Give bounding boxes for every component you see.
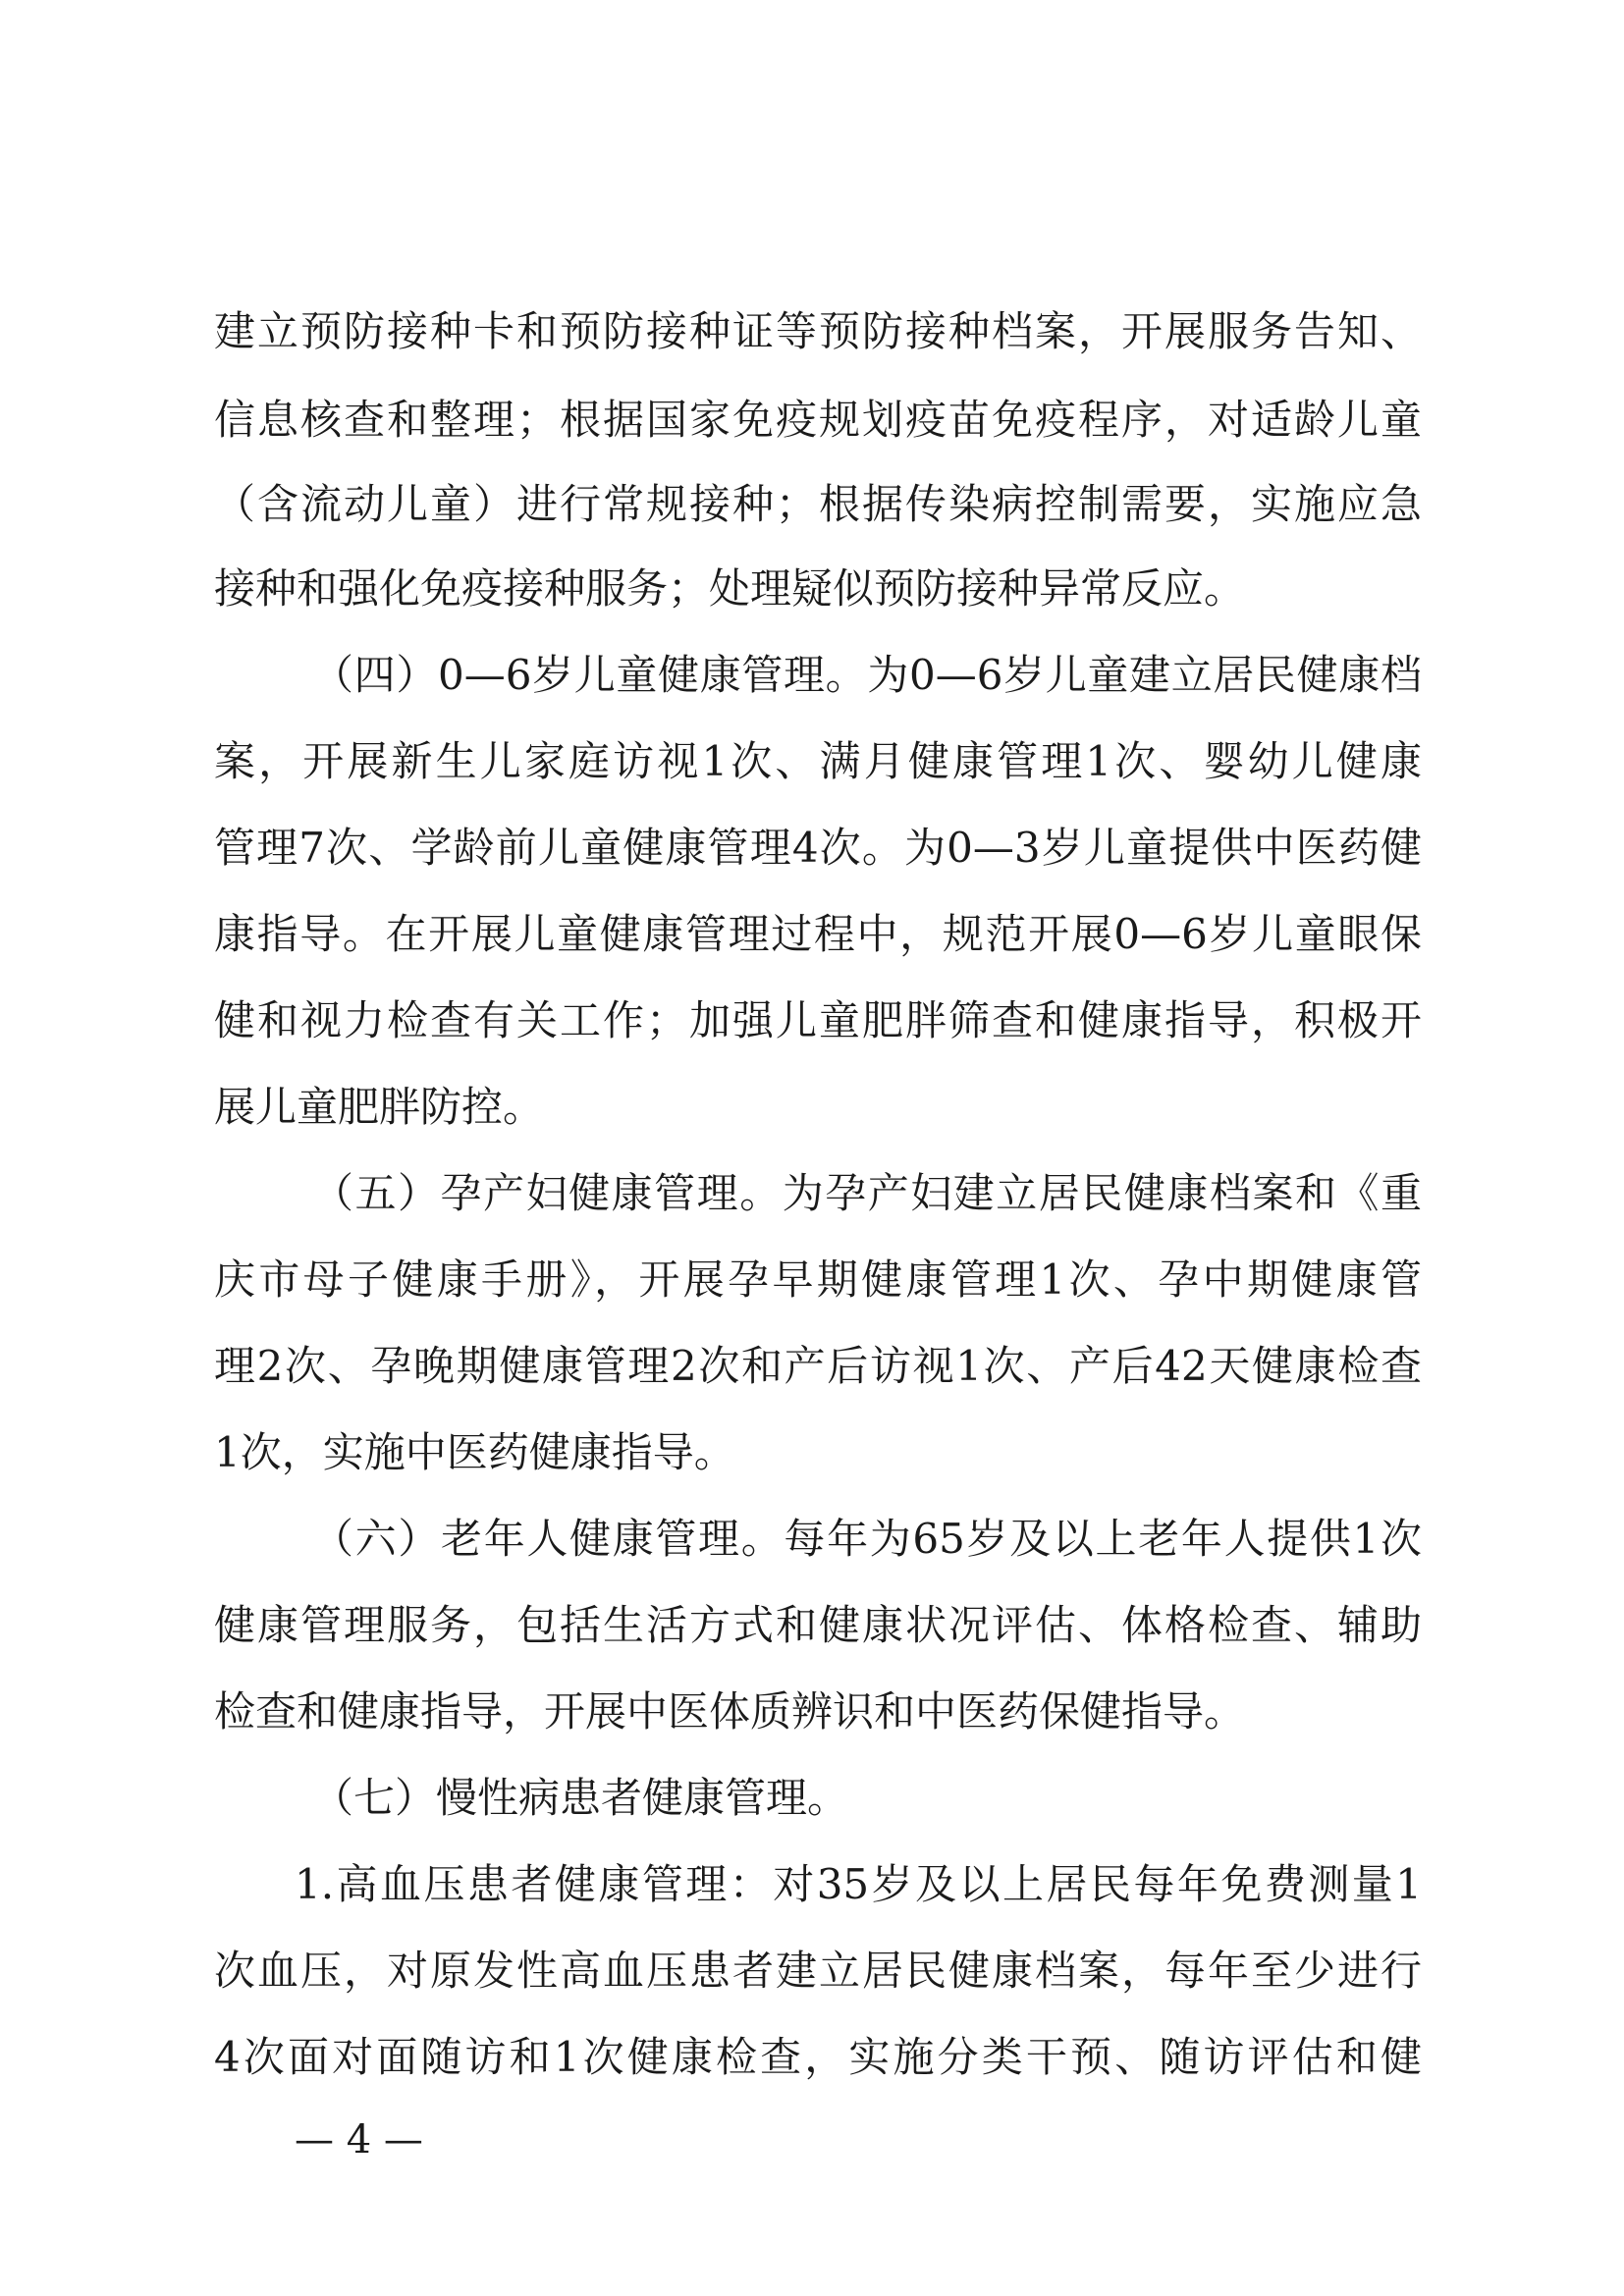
section-heading-five: （五）孕产妇健康管理。为孕产妇建立居民健康档案和《重 xyxy=(312,1169,1422,1217)
section-heading-seven: （七）慢性病患者健康管理。 xyxy=(312,1774,849,1822)
text-line: 4次面对面随访和1次健康检查，实施分类干预、随访评估和健 xyxy=(214,2033,1422,2081)
text-line: 检查和健康指导，开展中医体质辨识和中医药保健指导。 xyxy=(214,1687,1246,1735)
subsection-heading: 1.高血压患者健康管理：对35岁及以上居民每年免费测量1 xyxy=(295,1860,1422,1908)
text-line: 展儿童肥胖防控。 xyxy=(214,1083,545,1131)
text-line: 1次，实施中医药健康指导。 xyxy=(214,1428,735,1476)
section-heading-four: （四）0—6岁儿童健康管理。为0—6岁儿童建立居民健康档 xyxy=(312,651,1422,699)
text-line: 信息核查和整理；根据国家免疫规划疫苗免疫程序，对适龄儿童 xyxy=(214,396,1422,444)
page-number: — 4 — xyxy=(295,2117,423,2163)
text-line: 接种和强化免疫接种服务；处理疑似预防接种异常反应。 xyxy=(214,564,1246,613)
text-line: 庆市母子健康手册》，开展孕早期健康管理1次、孕中期健康管 xyxy=(214,1255,1422,1304)
text-line: 健康管理服务，包括生活方式和健康状况评估、体格检查、辅助 xyxy=(214,1601,1422,1649)
text-line: 管理7次、学龄前儿童健康管理4次。为0—3岁儿童提供中医药健 xyxy=(214,824,1422,872)
text-line: 案，开展新生儿家庭访视1次、满月健康管理1次、婴幼儿健康 xyxy=(214,737,1422,785)
text-line: 理2次、孕晚期健康管理2次和产后访视1次、产后42天健康检查 xyxy=(214,1342,1422,1390)
text-line: （含流动儿童）进行常规接种；根据传染病控制需要，实施应急 xyxy=(214,480,1422,528)
section-heading-six: （六）老年人健康管理。每年为65岁及以上老年人提供1次 xyxy=(312,1515,1422,1563)
text-line: 康指导。在开展儿童健康管理过程中，规范开展0—6岁儿童眼保 xyxy=(214,910,1422,958)
text-line: 次血压，对原发性高血压患者建立居民健康档案，每年至少进行 xyxy=(214,1947,1422,1995)
text-line: 健和视力检查有关工作；加强儿童肥胖筛查和健康指导，积极开 xyxy=(214,996,1422,1044)
text-line: 建立预防接种卡和预防接种证等预防接种档案，开展服务告知、 xyxy=(214,307,1422,355)
